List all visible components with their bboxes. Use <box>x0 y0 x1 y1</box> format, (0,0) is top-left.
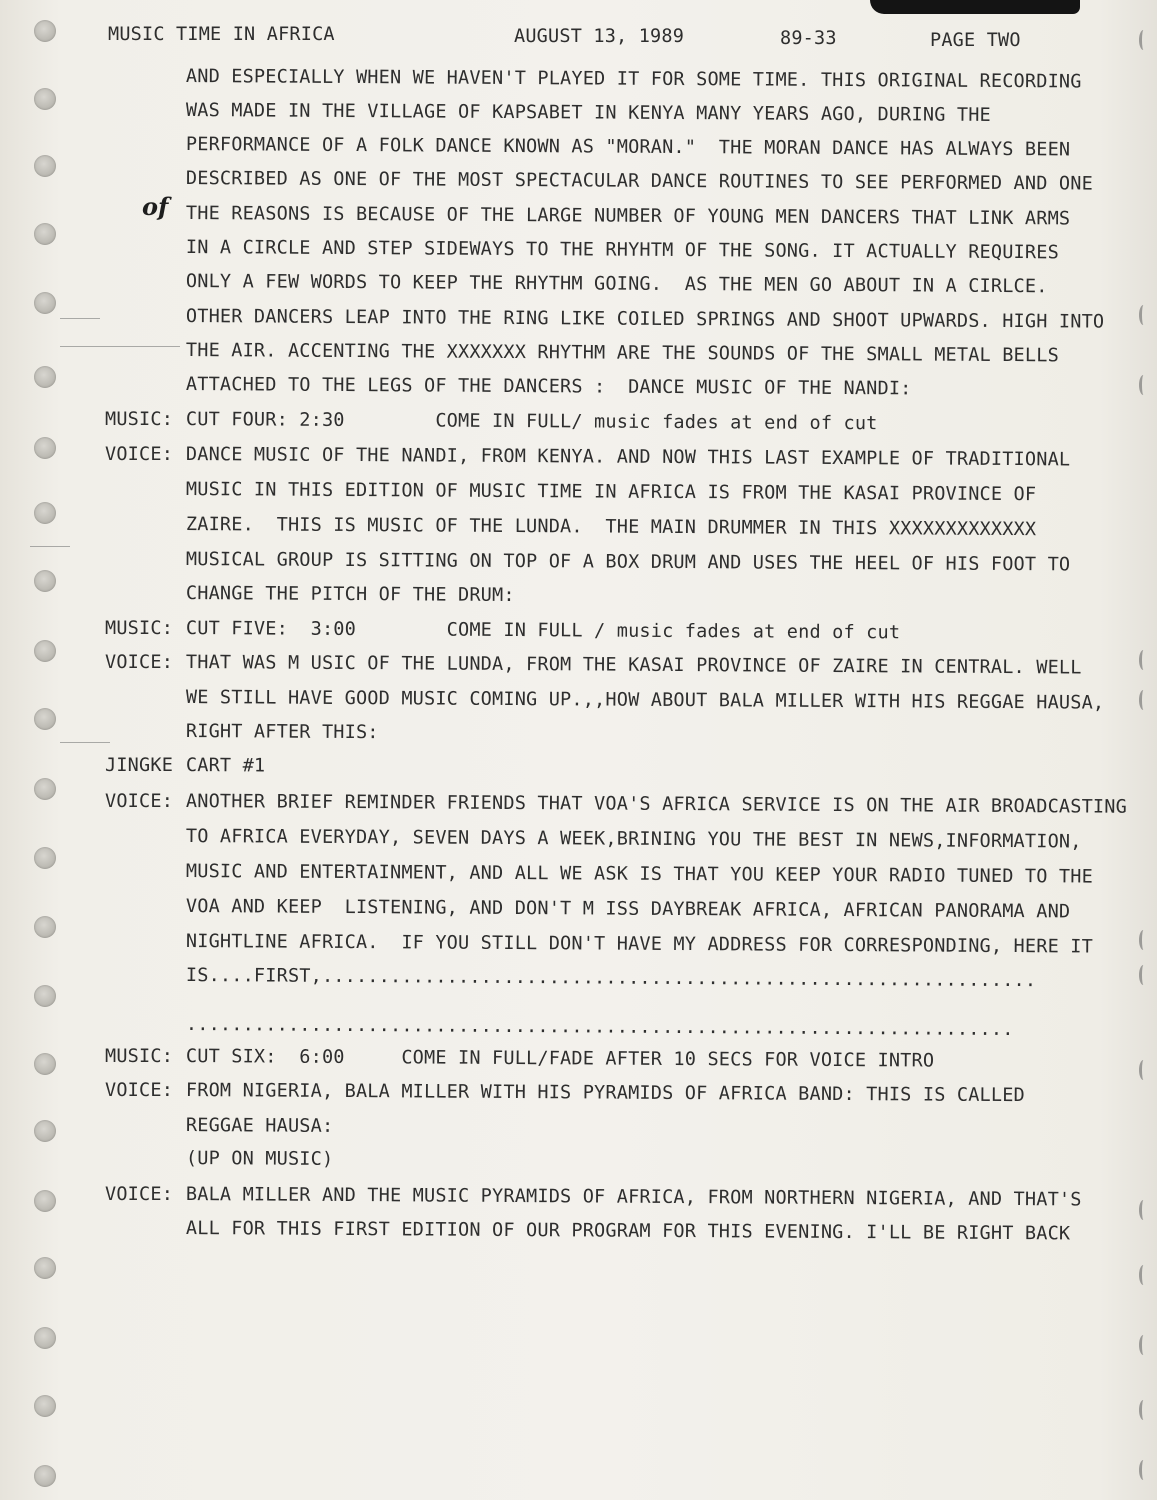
binder-hole <box>34 708 56 730</box>
edge-mark <box>1139 1400 1148 1420</box>
script-line: (UP ON MUSIC) <box>185 1148 334 1170</box>
margin-dash <box>60 346 180 347</box>
script-line: ATTACHED TO THE LEGS OF THE DANCERS : DANCE MUSIC OF THE NANDI: <box>185 374 912 400</box>
binder-hole <box>34 1327 56 1349</box>
script-line: TO AFRICA EVERYDAY, SEVEN DAYS A WEEK,BRINING YOU THE BEST IN NEWS,INFORMATION, <box>185 826 1082 853</box>
script-line: MUSICAL GROUP IS SITTING ON TOP OF A BOX DRUM AND USES THE HEEL OF HIS FOOT TO <box>185 549 1071 576</box>
script-line: CHANGE THE PITCH OF THE DRUM: <box>185 583 515 607</box>
script-line: WAS MADE IN THE VILLAGE OF KAPSABET IN KENYA MANY YEARS AGO, DURING THE <box>185 100 991 126</box>
script-line: VOA AND KEEP LISTENING, AND DON'T M ISS DAYBREAK AFRICA, AFRICAN PANORAMA AND <box>185 896 1071 923</box>
margin-dash <box>60 742 110 743</box>
page-number: PAGE TWO <box>930 30 1021 51</box>
script-line: IN A CIRCLE AND STEP SIDEWAYS TO THE RHYHTM OF THE SONG. IT ACTUALLY REQUIRES <box>185 237 1060 264</box>
edge-mark <box>1139 1060 1148 1080</box>
edge-mark <box>1139 1200 1148 1220</box>
script-line: THE AIR. ACCENTING THE XXXXXXX RHYTHM ARE THE SOUNDS OF THE SMALL METAL BELLS <box>185 340 1060 367</box>
date-stamp: AUGUST 13, 1989 <box>514 26 685 47</box>
script-line: ALL FOR THIS FIRST EDITION OF OUR PROGRAM FOR THIS EVENING. I'LL BE RIGHT BACK <box>185 1218 1071 1245</box>
edge-mark <box>1139 690 1148 710</box>
script-line: MUSIC IN THIS EDITION OF MUSIC TIME IN AFRICA IS FROM THE KASAI PROVINCE OF <box>185 479 1037 506</box>
binder-hole <box>34 1465 56 1487</box>
speaker-label: MUSIC: <box>105 618 174 639</box>
binder-hole <box>34 292 56 314</box>
script-line: DANCE MUSIC OF THE NANDI, FROM KENYA. AND NOW THIS LAST EXAMPLE OF TRADITIONAL <box>185 444 1071 471</box>
edge-mark <box>1139 1460 1148 1480</box>
speaker-label: VOICE: <box>105 444 174 465</box>
script-number: 89-33 <box>780 28 837 49</box>
script-line: PERFORMANCE OF A FOLK DANCE KNOWN AS "MORAN." THE MORAN DANCE HAS ALWAYS BEEN <box>185 134 1071 161</box>
binder-hole <box>34 640 56 662</box>
speaker-label: MUSIC: <box>105 1046 174 1067</box>
binder-hole <box>34 847 56 869</box>
binder-hole <box>34 155 56 177</box>
binder-hole <box>34 20 56 42</box>
binder-hole <box>34 1190 56 1212</box>
script-line: CUT SIX: 6:00 COME IN FULL/FADE AFTER 10 SECS FOR VOICE INTRO <box>185 1046 935 1072</box>
script-line: ......................................................................... <box>185 1014 1014 1041</box>
edge-mark <box>1139 1265 1148 1285</box>
edge-mark <box>1139 965 1148 985</box>
speaker-label: JINGKE <box>105 755 174 776</box>
binder-hole <box>34 570 56 592</box>
script-line: BALA MILLER AND THE MUSIC PYRAMIDS OF AFRICA, FROM NORTHERN NIGERIA, AND THAT'S <box>185 1184 1082 1211</box>
speaker-label: MUSIC: <box>105 409 174 430</box>
script-line: DESCRIBED AS ONE OF THE MOST SPECTACULAR DANCE ROUTINES TO SEE PERFORMED AND ONE <box>185 168 1094 195</box>
ink-blot <box>870 0 1080 14</box>
script-line: IS....FIRST,............................................................... <box>185 965 1037 992</box>
script-line: NIGHTLINE AFRICA. IF YOU STILL DON'T HAVE MY ADDRESS FOR CORRESPONDING, HERE IT <box>185 931 1094 958</box>
margin-dash <box>30 546 70 547</box>
edge-mark <box>1139 1335 1148 1355</box>
binder-hole <box>34 985 56 1007</box>
script-line: CUT FIVE: 3:00 COME IN FULL / music fades at end of cut <box>185 618 901 644</box>
script-line: THE REASONS IS BECAUSE OF THE LARGE NUMBER OF YOUNG MEN DANCERS THAT LINK ARMS <box>185 203 1071 230</box>
edge-mark <box>1139 650 1148 670</box>
script-line: CART #1 <box>185 755 266 777</box>
speaker-label: VOICE: <box>105 1184 174 1205</box>
script-line: CUT FOUR: 2:30 COME IN FULL/ music fades at end of cut <box>185 409 878 435</box>
script-line: ONLY A FEW WORDS TO KEEP THE RHYTHM GOING. AS THE MEN GO ABOUT IN A CIRLCE. <box>185 271 1048 298</box>
program-title: MUSIC TIME IN AFRICA <box>108 24 335 45</box>
script-line: ZAIRE. THIS IS MUSIC OF THE LUNDA. THE MAIN DRUMMER IN THIS XXXXXXXXXXXXX <box>185 514 1037 541</box>
binder-hole <box>34 502 56 524</box>
edge-mark <box>1139 305 1148 325</box>
script-line: RIGHT AFTER THIS: <box>185 721 379 744</box>
binder-hole <box>34 916 56 938</box>
script-line: MUSIC AND ENTERTAINMENT, AND ALL WE ASK IS THAT YOU KEEP YOUR RADIO TUNED TO THE <box>185 861 1094 888</box>
binder-hole <box>34 1120 56 1142</box>
speaker-label: VOICE: <box>105 791 174 812</box>
binder-hole <box>34 1053 56 1075</box>
binder-hole <box>34 778 56 800</box>
margin-dash <box>60 318 100 319</box>
speaker-label: VOICE: <box>105 652 174 673</box>
script-line: ANOTHER BRIEF REMINDER FRIENDS THAT VOA'S AFRICA SERVICE IS ON THE AIR BROADCASTING <box>185 791 1128 818</box>
speaker-label: VOICE: <box>105 1080 174 1101</box>
script-line: AND ESPECIALLY WHEN WE HAVEN'T PLAYED IT FOR SOME TIME. THIS ORIGINAL RECORDING <box>185 66 1082 93</box>
binder-hole <box>34 1257 56 1279</box>
binder-hole <box>34 366 56 388</box>
binder-hole <box>34 88 56 110</box>
edge-mark <box>1139 375 1148 395</box>
edge-mark <box>1139 930 1148 950</box>
binder-hole <box>34 223 56 245</box>
binder-hole <box>34 1395 56 1417</box>
script-line: THAT WAS M USIC OF THE LUNDA, FROM THE KASAI PROVINCE OF ZAIRE IN CENTRAL. WELL <box>185 652 1082 679</box>
script-line: OTHER DANCERS LEAP INTO THE RING LIKE COILED SPRINGS AND SHOOT UPWARDS. HIGH INTO <box>185 306 1105 333</box>
script-line: REGGAE HAUSA: <box>185 1115 334 1137</box>
handwritten-insertion: of <box>142 192 169 221</box>
binder-hole <box>34 437 56 459</box>
script-line: WE STILL HAVE GOOD MUSIC COMING UP.,,HOW ABOUT BALA MILLER WITH HIS REGGAE HAUSA, <box>185 687 1105 714</box>
script-line: FROM NIGERIA, BALA MILLER WITH HIS PYRAMIDS OF AFRICA BAND: THIS IS CALLED <box>185 1080 1026 1107</box>
edge-mark <box>1139 30 1148 50</box>
